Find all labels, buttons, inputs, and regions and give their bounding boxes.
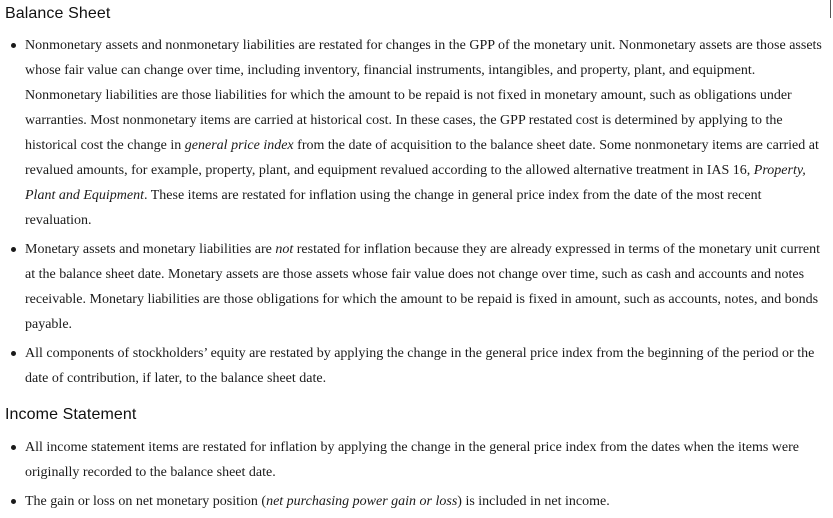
- bullet-text: The gain or loss on net monetary position (: [25, 494, 267, 509]
- bullet-text: restated for inflation because they are already expressed in terms of the monetary unit current at the balance sheet date. Monetary assets are those assets whose fair value does not change over time, such as cash and accounts and notes receivable. Monetary liabilities are those obligations for which the amount to be repaid is fixed in amount, such as accounts, notes, and bonds payable.: [25, 242, 820, 332]
- list-item: [0, 435, 826, 485]
- income-statement-list: [0, 435, 826, 518]
- balance-sheet-list: [0, 33, 826, 395]
- bullet-emphasis: general price index: [184, 138, 294, 153]
- list-item: [0, 341, 826, 391]
- bullet-text: from the date of acquisition to the balance sheet date. Some nonmonetary items are carried at revalued amounts, for example, property, plant, and equipment revalued according to the allowed alternative treatment in IAS 16,: [25, 138, 819, 178]
- bullet-text: Monetary assets and monetary liabilities are: [25, 242, 276, 257]
- scrollbar-edge[interactable]: [830, 0, 831, 18]
- bullet-text: . These items are restated for inflation using the change in general price index from the date of the most recent revaluation.: [25, 188, 762, 228]
- bullet-text: Nonmonetary assets and nonmonetary liabilities are restated for changes in the GPP of the monetary unit. Nonmonetary assets are those assets whose fair value can change over time, including inventory, financial instruments, intangibles, and property, plant, and equipment. Nonmonetary liabilities are those liabilities for which the amount to be repaid is not fixed in monetary amount, such as obligations under warranties. Most nonmonetary items are carried at historical cost. In these cases, the GPP restated cost is determined by applying to the historical cost the change in: [25, 38, 822, 153]
- balance-sheet-heading: Balance Sheet: [5, 5, 111, 22]
- bullet-text: ) is included in net income.: [457, 494, 610, 509]
- list-item: [0, 237, 826, 337]
- bullet-text: All income statement items are restated for inflation by applying the change in the general price index from the dates when the items were originally recorded to the balance sheet date.: [25, 440, 800, 480]
- bullet-emphasis: not: [275, 242, 294, 257]
- bullet-emphasis: net purchasing power gain or loss: [266, 494, 458, 509]
- income-statement-heading: Income Statement: [5, 406, 137, 423]
- bullet-emphasis: Property, Plant and Equipment: [25, 163, 806, 203]
- bullet-text: All components of stockholders’ equity are restated by applying the change in the general price index from the beginning of the period or the date of contribution, if later, to the balance sheet date.: [25, 346, 815, 386]
- list-item: [0, 489, 826, 514]
- list-item: [0, 33, 826, 233]
